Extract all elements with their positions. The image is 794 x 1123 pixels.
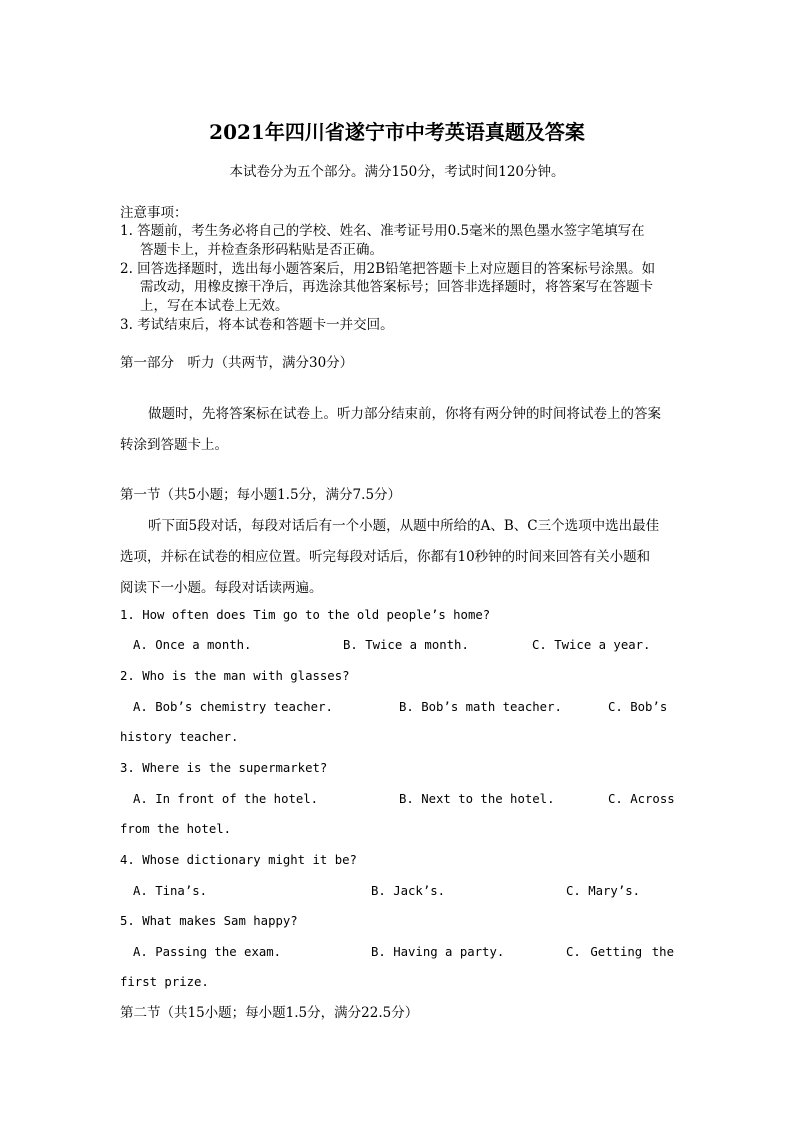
question-3-option-c-continued: from the hotel. <box>120 822 232 836</box>
note-1-line-2: 答题卡上，并检查条形码粘贴是否正确。 <box>140 242 383 258</box>
section1-instruction-line-2: 选项，并标在试卷的相应位置。听完每段对话后，你都有10秒钟的时间来回答有关小题和 <box>120 549 651 565</box>
question-4-option-b: B. Jack’s. <box>371 884 446 898</box>
question-1-option-c: C. Twice a year. <box>532 638 651 652</box>
question-2-option-c-continued: history teacher. <box>120 730 239 744</box>
section2-heading: 第二节（共15小题；每小题1.5分，满分22.5分） <box>120 1005 419 1021</box>
part1-heading: 第一部分 听力（共两节，满分30分） <box>120 355 354 371</box>
question-4-option-c: C. Mary’s. <box>566 884 641 898</box>
question-2-option-a: A. Bob’s chemistry teacher. <box>133 700 333 714</box>
note-3-line-1: 3. 考试结束后，将本试卷和答题卡一并交回。 <box>120 317 394 333</box>
part1-instruction-line-2: 转涂到答题卡上。 <box>120 437 228 453</box>
question-3-option-b: B. Next to the hotel. <box>399 792 555 806</box>
question-5-option-c-label: C. Getting the <box>566 945 674 959</box>
question-3-option-c: C. Across <box>608 792 675 806</box>
page-title: 2021年四川省遂宁市中考英语真题及答案 <box>209 120 585 144</box>
notes-heading: 注意事项： <box>120 205 188 221</box>
note-2-line-1: 2. 回答选择题时，选出每小题答案后，用2B铅笔把答题卡上对应题目的答案标号涂黑。如 <box>120 261 656 277</box>
question-2-option-b: B. Bob’s math teacher. <box>399 700 562 714</box>
question-2-option-c: C. Bob’s <box>608 700 668 714</box>
question-1-text: 1. How often does Tim go to the old people’s home? <box>120 608 491 622</box>
section1-heading: 第一节（共5小题；每小题1.5分，满分7.5分） <box>120 487 402 503</box>
question-1-option-b: B. Twice a month. <box>343 638 469 652</box>
question-5-option-a: A. Passing the exam. <box>133 945 282 959</box>
question-1-option-a: A. Once a month. <box>133 638 252 652</box>
question-5-option-c <box>566 945 674 959</box>
question-4-text: 4. Whose dictionary might it be? <box>120 853 357 867</box>
exam-intro: 本试卷分为五个部分。满分150分，考试时间120分钟。 <box>229 164 565 180</box>
question-5-option-b: B. Having a party. <box>371 945 505 959</box>
note-2-line-3: 上，写在本试卷上无效。 <box>140 298 289 314</box>
question-2-text: 2. Who is the man with glasses? <box>120 669 350 683</box>
section1-instruction-line-3: 阅读下一小题。每段对话读两遍。 <box>120 580 323 596</box>
note-2-line-2: 需改动，用橡皮擦干净后，再选涂其他答案标号；回答非选择题时，将答案写在答题卡 <box>140 279 653 295</box>
question-3-text: 3. Where is the supermarket? <box>120 761 328 775</box>
question-3-option-a: A. In front of the hotel. <box>133 792 319 806</box>
question-5-option-c-continued: first prize. <box>120 975 209 989</box>
section1-instruction-line-1: 听下面5段对话，每段对话后有一个小题，从题中所给的A、B、C三个选项中选出最佳 <box>148 518 660 534</box>
question-4-option-a: A. Tina’s. <box>133 884 208 898</box>
part1-instruction-line-1: 做题时，先将答案标在试卷上。听力部分结束前，你将有两分钟的时间将试卷上的答案 <box>148 406 661 422</box>
note-1-line-1: 1. 答题前，考生务必将自己的学校、姓名、准考证号用0.5毫米的黑色墨水签字笔填写在 <box>120 223 645 239</box>
question-5-text: 5. What makes Sam happy? <box>120 914 298 928</box>
